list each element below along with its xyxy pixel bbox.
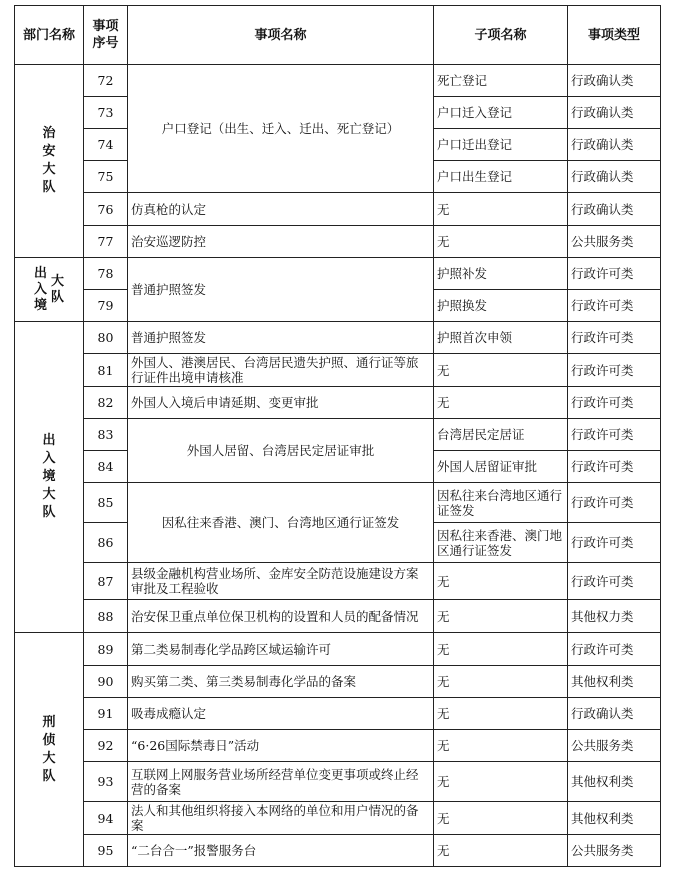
sub-cell: 无 (434, 563, 568, 600)
type-cell: 行政确认类 (568, 129, 661, 161)
seq-cell: 92 (84, 730, 128, 762)
seq-cell: 72 (84, 65, 128, 97)
sub-cell: 因私往来台湾地区通行证签发 (434, 483, 568, 523)
seq-cell: 75 (84, 161, 128, 193)
type-cell: 行政许可类 (568, 451, 661, 483)
table-row (15, 387, 661, 419)
sub-cell: 无 (434, 666, 568, 698)
seq-cell: 94 (84, 802, 128, 835)
type-cell: 行政许可类 (568, 322, 661, 354)
item-cell: 吸毒成瘾认定 (128, 698, 434, 730)
seq-cell: 86 (84, 523, 128, 563)
type-cell: 行政许可类 (568, 419, 661, 451)
table-row (15, 193, 661, 226)
type-cell: 行政许可类 (568, 563, 661, 600)
dept-churujing (15, 322, 84, 633)
type-cell: 公共服务类 (568, 835, 661, 867)
item-cell: 治安巡逻防控 (128, 226, 434, 258)
seq-cell: 89 (84, 633, 128, 666)
header-seq-text: 事项序号 (92, 19, 119, 51)
type-cell: 行政确认类 (568, 65, 661, 97)
sub-cell: 无 (434, 600, 568, 633)
sub-cell: 无 (434, 730, 568, 762)
item-cell: 外国人居留、台湾居民定居证审批 (128, 419, 434, 483)
table-row (15, 354, 661, 387)
item-cell: 普通护照签发 (128, 258, 434, 322)
type-cell: 行政确认类 (568, 698, 661, 730)
type-cell: 行政许可类 (568, 483, 661, 523)
seq-cell: 85 (84, 483, 128, 523)
item-cell: 购买第二类、第三类易制毒化学品的备案 (128, 666, 434, 698)
sub-cell: 护照首次申领 (434, 322, 568, 354)
table-row (15, 802, 661, 835)
header-seq (84, 6, 128, 65)
table-row (15, 835, 661, 867)
table-row (15, 322, 661, 354)
seq-cell: 76 (84, 193, 128, 226)
seq-cell: 82 (84, 387, 128, 419)
sub-cell: 护照补发 (434, 258, 568, 290)
seq-cell: 87 (84, 563, 128, 600)
sub-cell: 因私往来香港、澳门地区通行证签发 (434, 523, 568, 563)
seq-cell: 77 (84, 226, 128, 258)
table-row (15, 600, 661, 633)
header-dept: 部门名称 (15, 6, 84, 65)
type-cell: 行政许可类 (568, 258, 661, 290)
sub-cell: 无 (434, 193, 568, 226)
sub-cell: 无 (434, 226, 568, 258)
item-cell: 户口登记（出生、迁入、迁出、死亡登记） (128, 65, 434, 193)
table-row (15, 730, 661, 762)
seq-cell: 74 (84, 129, 128, 161)
table-row (15, 633, 661, 666)
seq-cell: 80 (84, 322, 128, 354)
sub-cell: 户口出生登记 (434, 161, 568, 193)
dept-churujing-small-b: 大队 (50, 273, 64, 305)
table-row (15, 762, 661, 802)
sub-cell: 台湾居民定居证 (434, 419, 568, 451)
item-cell: 互联网上网服务营业场所经营单位变更事项或终止经营的备案 (128, 762, 434, 802)
table-row (15, 258, 661, 290)
seq-cell: 84 (84, 451, 128, 483)
table-row (15, 483, 661, 523)
dept-churujing-small-a: 出入境 (33, 265, 47, 313)
seq-cell: 91 (84, 698, 128, 730)
sub-cell: 无 (434, 633, 568, 666)
seq-cell: 83 (84, 419, 128, 451)
item-cell: 县级金融机构营业场所、金库安全防范设施建设方案审批及工程验收 (128, 563, 434, 600)
type-cell: 行政确认类 (568, 97, 661, 129)
item-cell: 仿真枪的认定 (128, 193, 434, 226)
sub-cell: 无 (434, 354, 568, 387)
seq-cell: 78 (84, 258, 128, 290)
seq-cell: 93 (84, 762, 128, 802)
type-cell: 其他权利类 (568, 762, 661, 802)
sub-cell: 死亡登记 (434, 65, 568, 97)
type-cell: 行政许可类 (568, 290, 661, 322)
table-row (15, 419, 661, 451)
seq-cell: 81 (84, 354, 128, 387)
header-sub: 子项名称 (434, 6, 568, 65)
type-cell: 行政确认类 (568, 193, 661, 226)
type-cell: 其他权利类 (568, 666, 661, 698)
type-cell: 行政许可类 (568, 387, 661, 419)
header-type: 事项类型 (568, 6, 661, 65)
item-cell: 治安保卫重点单位保卫机构的设置和人员的配备情况 (128, 600, 434, 633)
dept-churujing-text: 出入境大队 (42, 433, 56, 520)
seq-cell: 95 (84, 835, 128, 867)
header-item: 事项名称 (128, 6, 434, 65)
sub-cell: 户口迁入登记 (434, 97, 568, 129)
sub-cell: 户口迁出登记 (434, 129, 568, 161)
table-row (15, 226, 661, 258)
dept-xingzhen-text: 刑侦大队 (42, 714, 56, 784)
type-cell: 其他权利类 (568, 802, 661, 835)
item-cell: 因私往来香港、澳门、台湾地区通行证签发 (128, 483, 434, 563)
type-cell: 行政许可类 (568, 633, 661, 666)
table-row (15, 65, 661, 97)
sub-cell: 无 (434, 802, 568, 835)
service-items-table (14, 5, 661, 867)
seq-cell: 73 (84, 97, 128, 129)
item-cell: 法人和其他组织将接入本网络的单位和用户情况的备案 (128, 802, 434, 835)
type-cell: 公共服务类 (568, 730, 661, 762)
item-cell: 第二类易制毒化学品跨区域运输许可 (128, 633, 434, 666)
sub-cell: 无 (434, 762, 568, 802)
type-cell: 行政许可类 (568, 354, 661, 387)
type-cell: 其他权力类 (568, 600, 661, 633)
seq-cell: 79 (84, 290, 128, 322)
sub-cell: 无 (434, 835, 568, 867)
table-row (15, 666, 661, 698)
seq-cell: 90 (84, 666, 128, 698)
sub-cell: 护照换发 (434, 290, 568, 322)
item-cell: 外国人入境后申请延期、变更审批 (128, 387, 434, 419)
table-row (15, 563, 661, 600)
seq-cell: 88 (84, 600, 128, 633)
item-cell: “6·26国际禁毒日”活动 (128, 730, 434, 762)
header-row (15, 6, 661, 65)
item-cell: 外国人、港澳居民、台湾居民遗失护照、通行证等旅行证件出境申请核准 (128, 354, 434, 387)
dept-xingzhen (15, 633, 84, 867)
type-cell: 行政许可类 (568, 523, 661, 563)
dept-zhian-text: 治安大队 (42, 126, 56, 195)
item-cell: “二台合一”报警服务台 (128, 835, 434, 867)
sub-cell: 外国人居留证审批 (434, 451, 568, 483)
dept-churujing-small (15, 258, 84, 322)
dept-zhian (15, 65, 84, 258)
item-cell: 普通护照签发 (128, 322, 434, 354)
sub-cell: 无 (434, 698, 568, 730)
type-cell: 公共服务类 (568, 226, 661, 258)
table-row (15, 698, 661, 730)
type-cell: 行政确认类 (568, 161, 661, 193)
sub-cell: 无 (434, 387, 568, 419)
